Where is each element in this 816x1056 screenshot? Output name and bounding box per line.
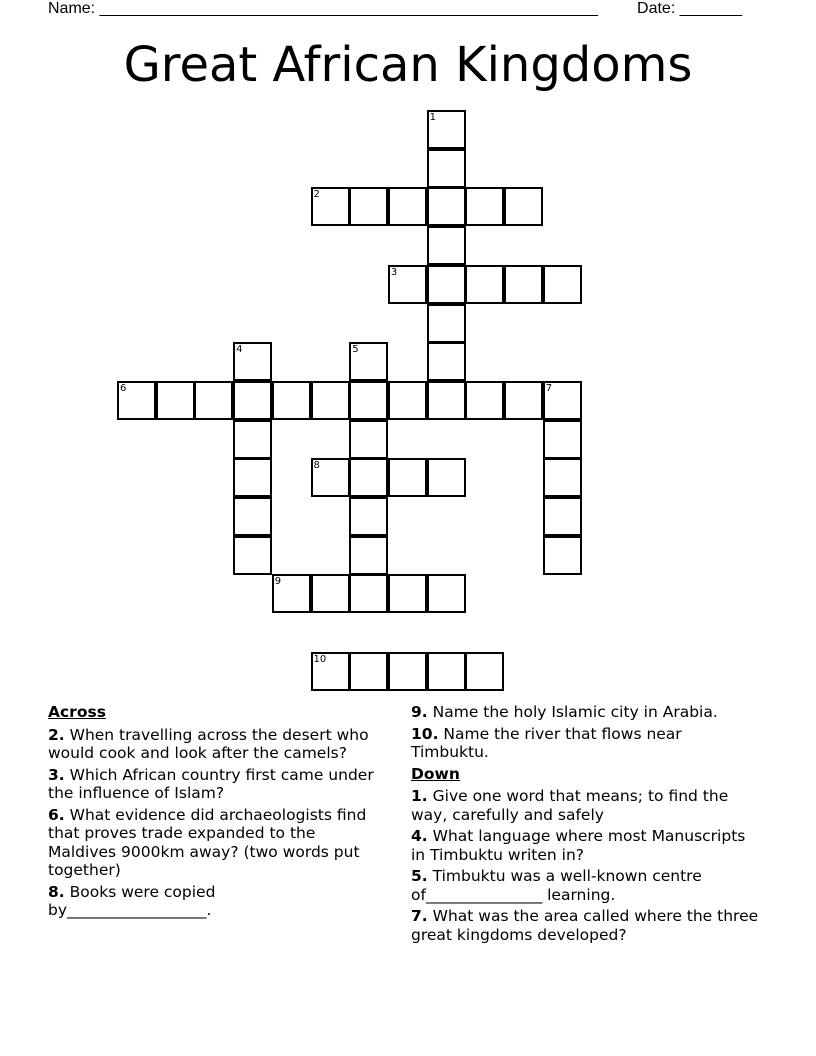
clue-number: 5 <box>352 344 359 356</box>
grid-cell[interactable] <box>311 574 350 613</box>
clue-number: 8 <box>313 460 320 472</box>
down-heading: Down <box>411 764 460 783</box>
grid-cell[interactable] <box>272 381 311 420</box>
grid-cell[interactable] <box>349 187 388 226</box>
date-field[interactable]: Date: _______ <box>637 0 742 17</box>
grid-cell[interactable] <box>311 652 350 691</box>
clue-number: 6 <box>120 382 127 394</box>
grid-cell[interactable] <box>427 187 466 226</box>
clue-down-5: 5. Timbuktu was a well-known centre of_______________ learning. <box>411 867 702 904</box>
clue-down-7: 7. What was the area called where the three great kingdoms developed? <box>411 907 759 944</box>
clue-down-1: 1. Give one word that means; to find the way, carefully and safely <box>411 787 729 824</box>
clue-number: 4 <box>236 344 243 356</box>
grid-cell[interactable] <box>427 110 466 149</box>
grid-cell[interactable] <box>311 458 350 497</box>
clue-number: 9 <box>274 576 282 588</box>
grid-cell[interactable] <box>543 381 582 420</box>
page-title: Great African Kingdoms <box>123 37 693 93</box>
grid-cell[interactable] <box>349 497 388 536</box>
grid-cell[interactable] <box>543 497 582 536</box>
grid-cell[interactable] <box>311 381 350 420</box>
grid-cell[interactable] <box>233 458 272 497</box>
grid-cell[interactable] <box>427 265 466 304</box>
across-heading: Across <box>48 703 106 721</box>
grid-cell[interactable] <box>311 187 350 226</box>
grid-cell[interactable] <box>349 574 388 613</box>
grid-cell[interactable] <box>117 381 156 420</box>
grid-cell[interactable] <box>465 265 504 304</box>
clue-across-3: 3. Which African country first came under the influence of Islam? <box>48 765 374 802</box>
grid-cell[interactable] <box>272 574 311 613</box>
grid-cell[interactable] <box>233 536 272 575</box>
clue-across-6: 6. What evidence did archaeologists find that proves trade expanded to the Maldives 9000km away? (two words put together) <box>48 805 367 879</box>
grid-cell[interactable] <box>349 420 388 459</box>
grid-cell[interactable] <box>233 420 272 459</box>
grid-cell[interactable] <box>349 342 388 381</box>
grid-cell[interactable] <box>349 536 388 575</box>
grid-cell[interactable] <box>427 458 466 497</box>
grid-cell[interactable] <box>388 458 427 497</box>
grid-cell[interactable] <box>504 381 543 420</box>
grid-cell[interactable] <box>349 381 388 420</box>
grid-cell[interactable] <box>427 226 466 265</box>
grid-cell[interactable] <box>388 381 427 420</box>
clue-across-2: 2. When travelling across the desert who would cook and look after the camels? <box>48 725 369 762</box>
grid-cell[interactable] <box>388 265 427 304</box>
grid-cell[interactable] <box>427 574 466 613</box>
grid-cell[interactable] <box>233 381 272 420</box>
grid-cell[interactable] <box>465 381 504 420</box>
grid-cell[interactable] <box>427 652 466 691</box>
grid-cell[interactable] <box>543 536 582 575</box>
grid-cell[interactable] <box>504 265 543 304</box>
clue-across-9: 9. Name the holy Islamic city in Arabia. <box>411 703 718 721</box>
grid-cell[interactable] <box>543 420 582 459</box>
grid-cell[interactable] <box>388 187 427 226</box>
grid-cell[interactable] <box>543 458 582 497</box>
grid-cell[interactable] <box>233 342 272 381</box>
clues-left-column <box>48 703 382 923</box>
grid-cell[interactable] <box>427 342 466 381</box>
clue-across-8: 8. Books were copied by__________________. <box>48 882 216 919</box>
grid-cell[interactable] <box>465 652 504 691</box>
grid-cell[interactable] <box>349 652 388 691</box>
grid-cell[interactable] <box>465 187 504 226</box>
name-field[interactable]: Name: ________________________________________________________ <box>48 0 598 17</box>
grid-cell[interactable] <box>543 265 582 304</box>
clue-number: 1 <box>429 112 436 123</box>
grid-cell[interactable] <box>504 187 543 226</box>
grid-cell[interactable] <box>388 652 427 691</box>
clue-down-4: 4. What language where most Manuscripts in Timbuktu writen in? <box>411 827 746 864</box>
clue-number: 7 <box>545 382 553 394</box>
grid-cell[interactable] <box>427 149 466 188</box>
grid-cell[interactable] <box>233 497 272 536</box>
clue-number: 2 <box>313 189 320 201</box>
clues-right-column <box>411 703 761 947</box>
clue-number: 10 <box>313 653 327 665</box>
grid-cell[interactable] <box>388 574 427 613</box>
grid-cell[interactable] <box>349 458 388 497</box>
grid-cell[interactable] <box>427 381 466 420</box>
clue-across-10: 10. Name the river that flows near Timbuktu. <box>411 724 682 761</box>
grid-cell[interactable] <box>427 304 466 343</box>
grid-cell[interactable] <box>156 381 195 420</box>
clue-number: 3 <box>390 266 398 278</box>
grid-cell[interactable] <box>194 381 233 420</box>
